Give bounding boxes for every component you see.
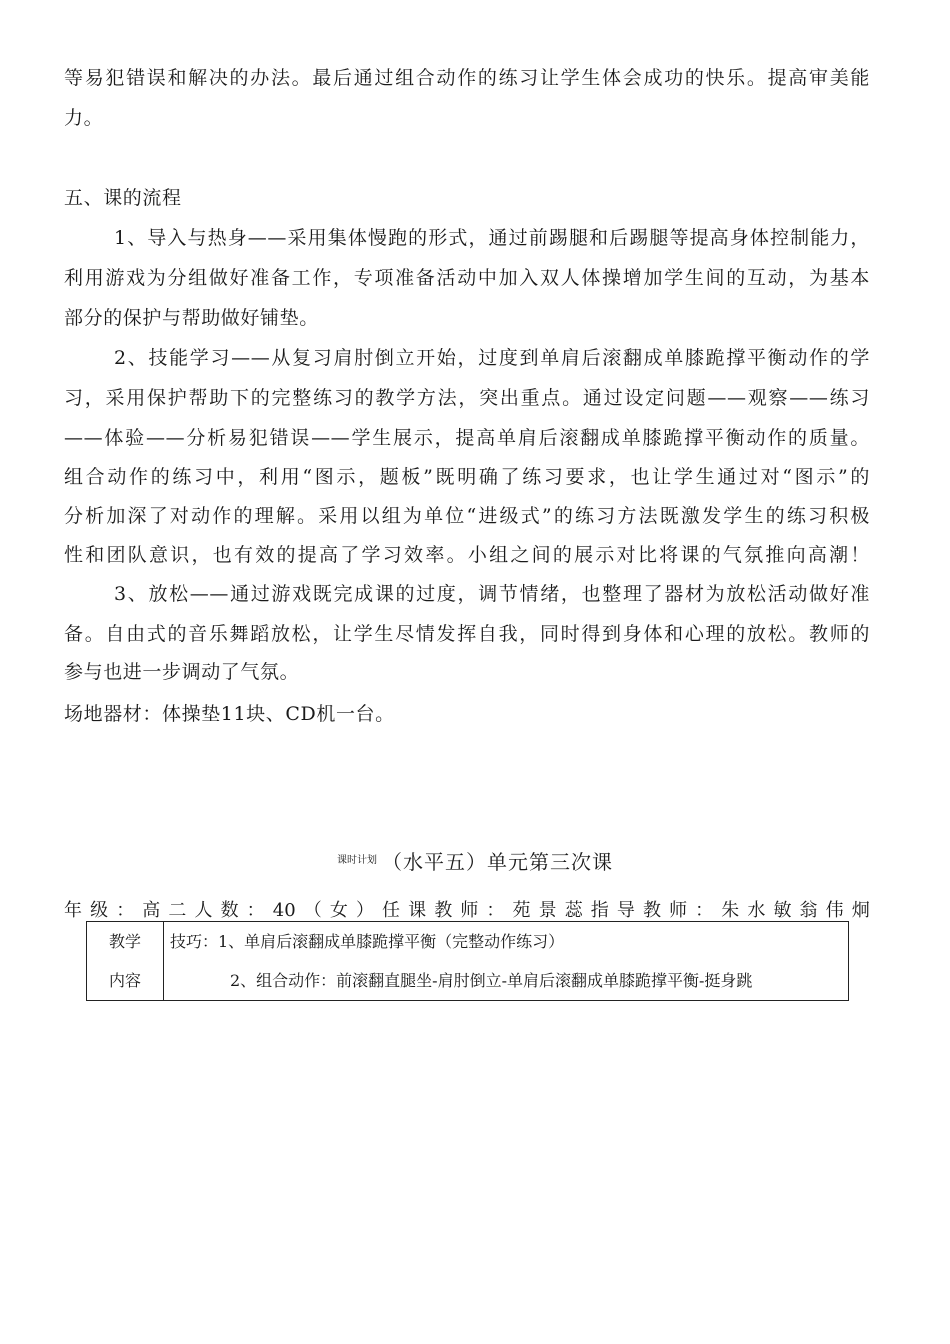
info-char: 朱 (721, 900, 740, 921)
lesson-plan-title-small: 课时计划 (336, 855, 377, 866)
para3-line-1: 3、放松——通过游戏既完成课的过度，调节情绪，也整理了器材为放松活动做好准 (114, 583, 870, 605)
info-char: ： (486, 900, 505, 921)
intro-line-2: 力。 (64, 107, 104, 129)
info-char: 二 (168, 900, 187, 921)
lesson-info-line (64, 900, 870, 922)
info-char: 伟 (825, 900, 844, 921)
label-top: 教学 (108, 932, 141, 951)
info-char: 炯 (851, 900, 870, 921)
info-char: 数 (220, 900, 239, 921)
info-char: 导 (616, 900, 635, 921)
info-char: 教 (434, 900, 453, 921)
info-char: ： (246, 900, 265, 921)
para3-line-2: 备。自由式的音乐舞蹈放松，让学生尽情发挥自我，同时得到身体和心理的放松。教师的 (64, 623, 870, 645)
info-char: 40 (272, 900, 296, 921)
lesson-content-table (86, 921, 849, 1001)
table-row (87, 922, 849, 1001)
lesson-plan-title (0, 846, 950, 875)
info-char: （ (303, 900, 322, 921)
teaching-content-label-cell (87, 922, 164, 1001)
teaching-content-cell (164, 922, 849, 1001)
info-char: ： (116, 900, 135, 921)
content-line-1: 技巧：1、单肩后滚翻成单膝跪撑平衡（完整动作练习） (170, 932, 565, 951)
info-char: 年 (64, 900, 82, 921)
equipment-line: 场地器材：体操垫11块、CD机一台。 (64, 703, 395, 725)
para2-line-5: 分析加深了对动作的理解。采用以组为单位“进级式”的练习方法既激发学生的练习积极 (64, 505, 870, 527)
info-char: 师 (460, 900, 479, 921)
para2-line-2: 习，采用保护帮助下的完整练习的教学方法，突出重点。通过设定问题——观察——练习 (64, 387, 870, 409)
para3-line-3: 参与也进一步调动了气氛。 (64, 661, 300, 683)
info-char: 水 (747, 900, 766, 921)
info-char: 翁 (799, 900, 818, 921)
info-char: 高 (142, 900, 161, 921)
info-char: 女 (329, 900, 348, 921)
para2-line-6: 性和团队意识，也有效的提高了学习效率。小组之间的展示对比将课的气氛推向高潮！ (64, 544, 870, 566)
info-char: 任 (382, 900, 401, 921)
para2-line-1: 2、技能学习——从复习肩肘倒立开始，过度到单肩后滚翻成单膝跪撑平衡动作的学 (114, 347, 870, 369)
info-char: 指 (590, 900, 609, 921)
para1-line-2: 利用游戏为分组做好准备工作，专项准备活动中加入双人体操增加学生间的互动，为基本 (64, 267, 870, 289)
info-char: 人 (194, 900, 213, 921)
info-char: 敏 (773, 900, 792, 921)
info-char: 师 (669, 900, 688, 921)
info-char: 级 (90, 900, 109, 921)
content-line-2: 2、组合动作：前滚翻直腿坐-肩肘倒立-单肩后滚翻成单膝跪撑平衡-挺身跳 (230, 971, 753, 990)
para1-line-1: 1、导入与热身——采用集体慢跑的形式，通过前踢腿和后踢腿等提高身体控制能力， (114, 227, 870, 249)
para2-line-4: 组合动作的练习中，利用“图示，题板”既明确了练习要求，也让学生通过对“图示”的 (64, 466, 870, 488)
label-bottom: 内容 (108, 971, 141, 990)
info-char: 景 (538, 900, 557, 921)
para1-line-3: 部分的保护与帮助做好铺垫。 (64, 307, 319, 329)
info-char: 苑 (512, 900, 531, 921)
info-char: 蕊 (564, 900, 583, 921)
info-char: ： (695, 900, 714, 921)
lesson-plan-title-main: （水平五）单元第三次课 (382, 850, 614, 874)
para2-line-3: ——体验——分析易犯错误——学生展示，提高单肩后滚翻成单膝跪撑平衡动作的质量。 (64, 427, 870, 449)
intro-line-1: 等易犯错误和解决的办法。最后通过组合动作的练习让学生体会成功的快乐。提高审美能 (64, 67, 870, 89)
section-heading: 五、课的流程 (64, 187, 182, 209)
info-char: 教 (642, 900, 661, 921)
info-char: ） (355, 900, 374, 921)
info-char: 课 (408, 900, 427, 921)
